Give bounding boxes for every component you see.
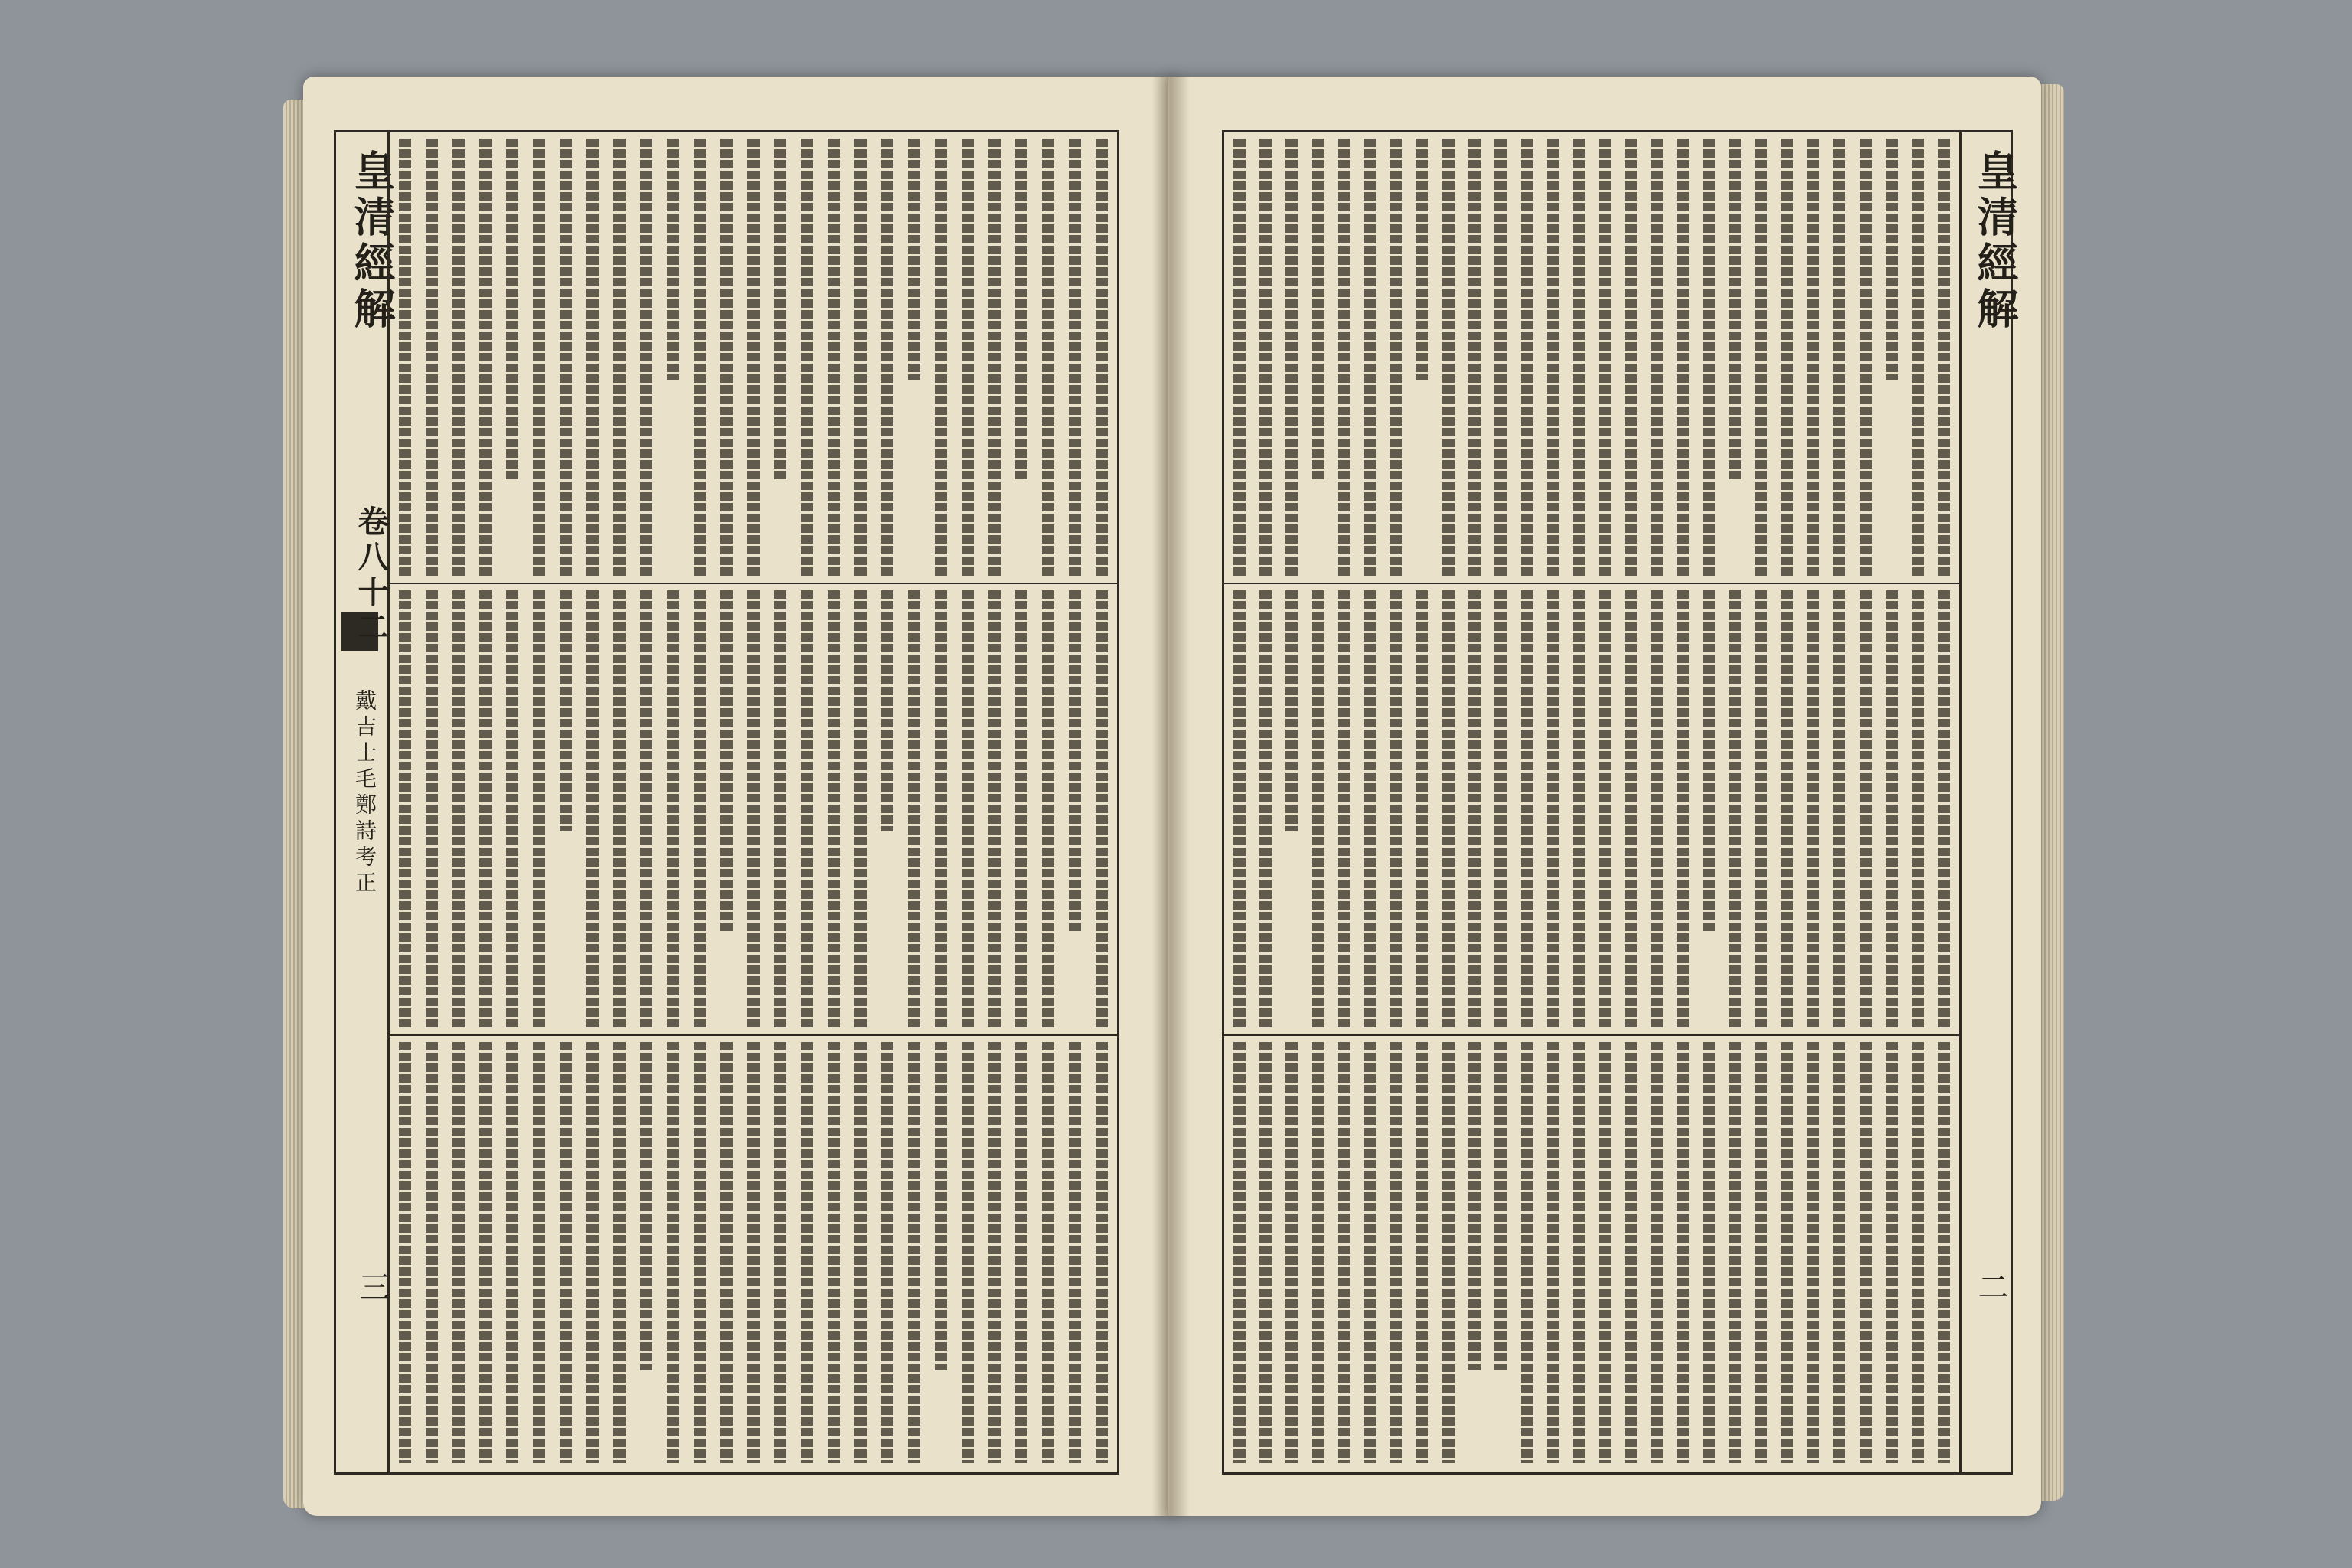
left-side-title: 皇清經解 xyxy=(348,149,397,333)
left-credit-label: 戴吉士毛鄭詩考正 xyxy=(352,689,377,897)
right-side-title: 皇清經解 xyxy=(1971,149,2020,333)
right-text-band-bottom xyxy=(1224,1036,1959,1469)
right-text-frame xyxy=(1222,130,1962,1475)
left-text-band-middle xyxy=(390,584,1117,1036)
book-gutter xyxy=(1152,77,1190,1516)
left-text-band-top xyxy=(390,132,1117,584)
right-text-band-middle xyxy=(1224,584,1959,1036)
right-page-number: 二 xyxy=(1973,1271,2008,1306)
left-page xyxy=(303,77,1176,1516)
left-chapter-label: 卷八十二 xyxy=(353,505,389,646)
open-book xyxy=(303,54,2041,1508)
right-page xyxy=(1168,77,2041,1516)
right-text-band-top xyxy=(1224,132,1959,584)
left-text-frame xyxy=(387,130,1119,1475)
left-text-band-bottom xyxy=(390,1036,1117,1469)
page-edge-right xyxy=(2038,84,2064,1501)
left-page-number: 三 xyxy=(354,1271,390,1306)
